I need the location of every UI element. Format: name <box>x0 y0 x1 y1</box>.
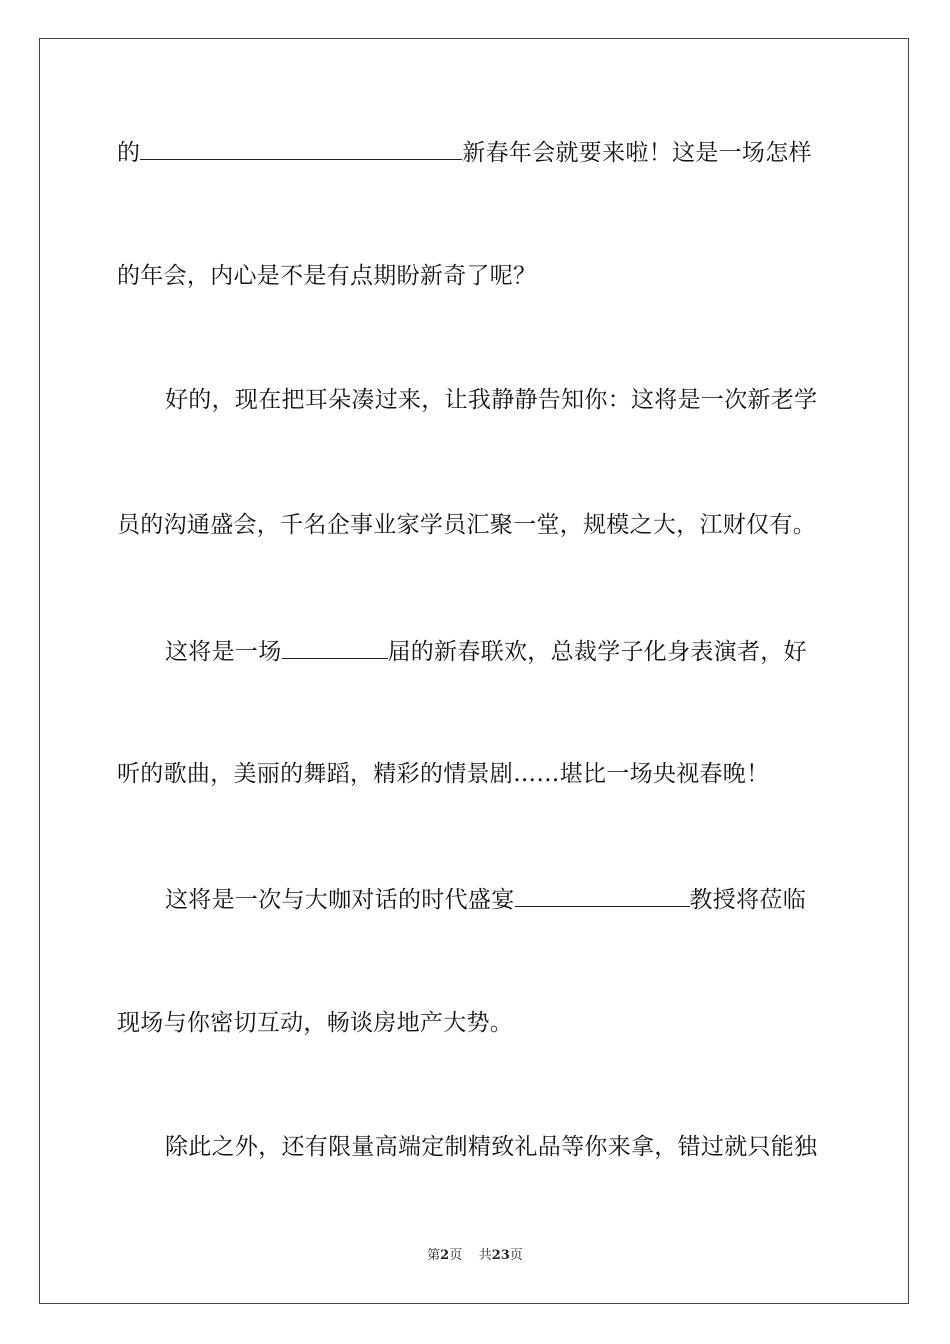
paragraph-line-7 <box>165 884 806 914</box>
total-pages: 23 <box>491 1248 510 1263</box>
fill-in-blank <box>282 636 388 659</box>
total-prefix: 共 <box>478 1248 492 1263</box>
paragraph-line-2: 的年会，内心是不是有点期盼新奇了呢？ <box>117 263 537 289</box>
paragraph-line-5 <box>165 636 807 666</box>
fill-in-blank <box>515 884 690 907</box>
page-suffix: 页 <box>449 1248 463 1263</box>
line-7-before: 这将是一次与大咖对话的时代盛宴 <box>165 887 515 913</box>
page-prefix: 第 <box>427 1248 441 1263</box>
paragraph-line-4: 员的沟通盛会，千名企事业家学员汇聚一堂，规模之大，江财仅有。 <box>117 512 816 538</box>
page-footer <box>0 1248 950 1264</box>
fill-in-blank <box>140 137 462 160</box>
page-number: 2 <box>440 1248 450 1263</box>
line-1-after: 新春年会就要来啦！这是一场怎样 <box>462 140 812 166</box>
paragraph-line-3: 好的，现在把耳朵凑过来，让我静静告知你：这将是一次新老学 <box>165 387 818 413</box>
total-suffix: 页 <box>509 1248 523 1263</box>
paragraph-line-6: 听的歌曲，美丽的舞蹈，精彩的情景剧……堪比一场央视春晚！ <box>117 761 770 787</box>
paragraph-line-9: 除此之外，还有限量高端定制精致礼品等你来拿，错过就只能独 <box>165 1134 818 1160</box>
line-1-before: 的 <box>117 140 141 166</box>
paragraph-line-1 <box>117 137 812 167</box>
line-5-after: 届的新春联欢，总裁学子化身表演者，好 <box>387 639 807 665</box>
paragraph-line-8: 现场与你密切互动，畅谈房地产大势。 <box>117 1010 514 1036</box>
page-border <box>39 38 909 1304</box>
line-5-before: 这将是一场 <box>165 639 282 665</box>
line-7-after: 教授将莅临 <box>689 887 806 913</box>
